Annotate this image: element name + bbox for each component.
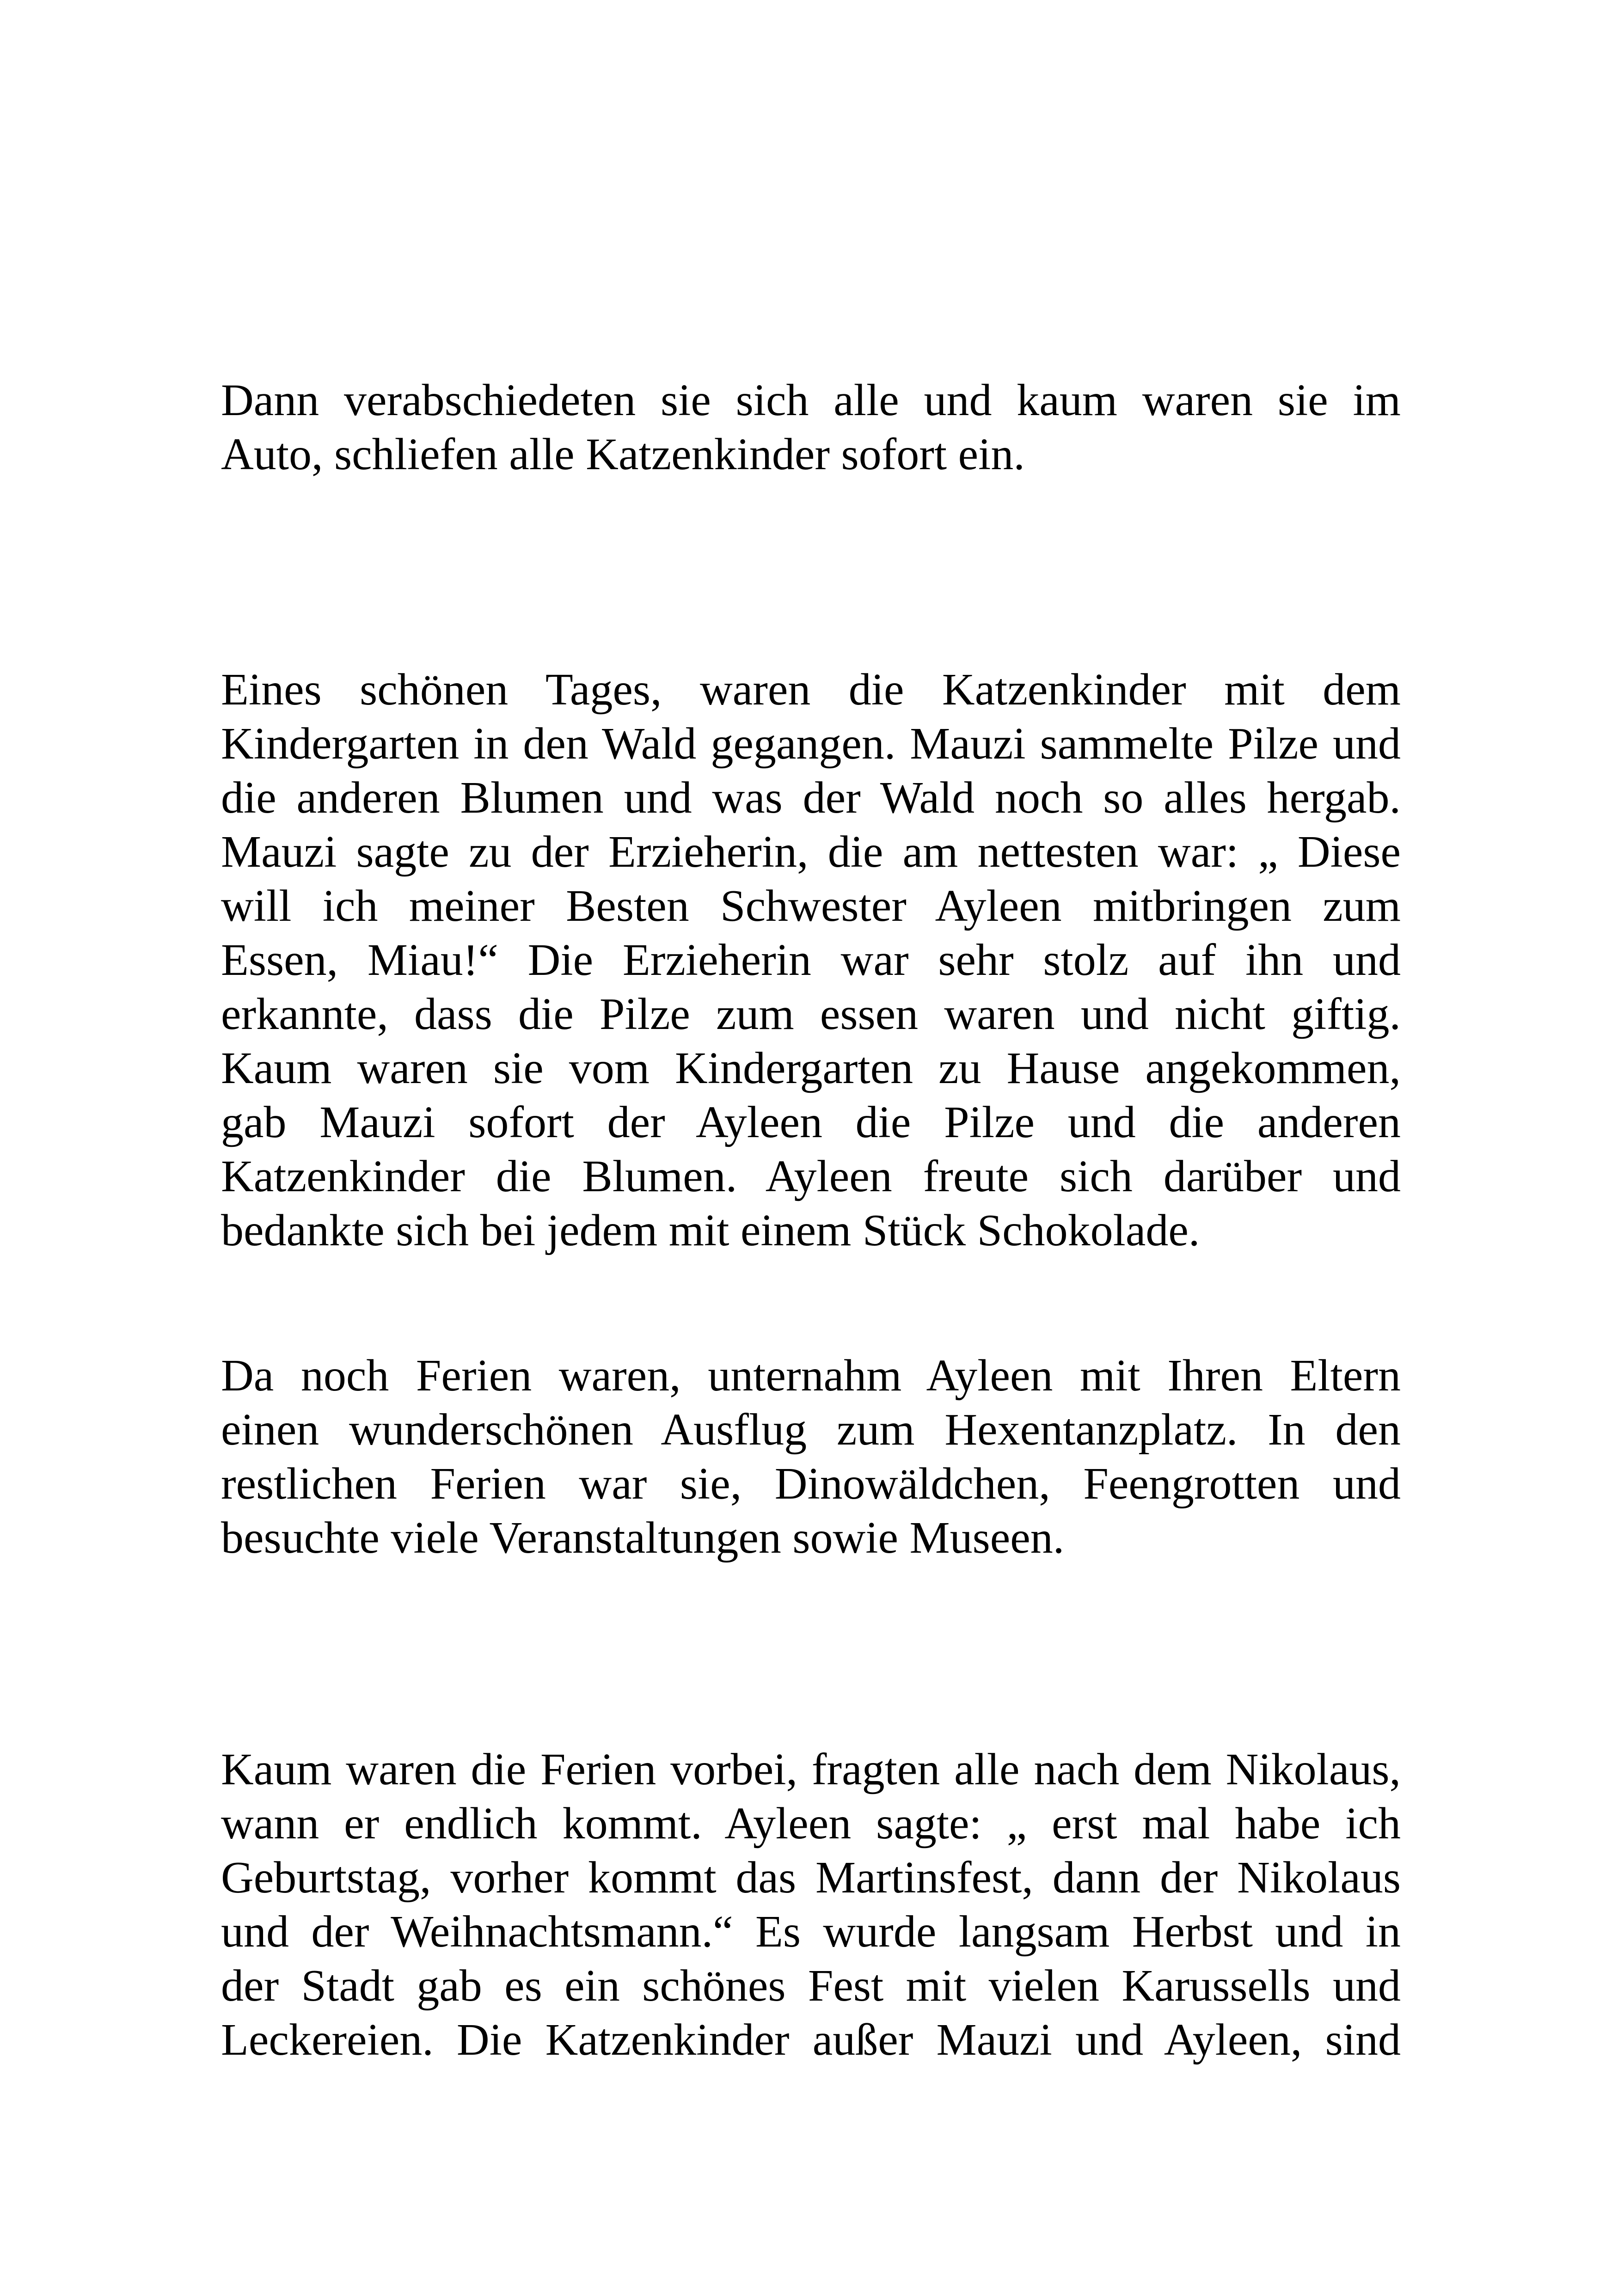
text-line: Mauzi sagte zu der Erzieherin, die am nettesten war: „ Diese [221,827,1401,877]
text-line: Kaum waren sie vom Kindergarten zu Hause angekommen, [221,1043,1401,1093]
text-line: erkannte, dass die Pilze zum essen waren und nicht giftig. [221,989,1401,1039]
text-line: restlichen Ferien war sie, Dinowäldchen, Feengrotten und [221,1459,1401,1509]
paragraph-forest-trip [221,663,1401,1258]
paragraph-farewell [221,373,1401,482]
text-line: wann er endlich kommt. Ayleen sagte: „ erst mal habe ich [221,1799,1401,1849]
text-line: Geburtstag, vorher kommt das Martinsfest, dann der Nikolaus [221,1853,1401,1903]
text-line: Kindergarten in den Wald gegangen. Mauzi sammelte Pilze und [221,719,1401,769]
text-line: bedankte sich bei jedem mit einem Stück Schokolade. [221,1206,1200,1255]
text-line: einen wunderschönen Ausflug zum Hexentanzplatz. In den [221,1405,1401,1455]
text-line: will ich meiner Besten Schwester Ayleen mitbringen zum [221,881,1401,931]
text-line: Dann verabschiedeten sie sich alle und kaum waren sie im [221,375,1401,425]
text-line: Essen, Miau!“ Die Erzieherin war sehr stolz auf ihn und [221,935,1401,985]
text-line: gab Mauzi sofort der Ayleen die Pilze und die anderen [221,1097,1401,1147]
text-line: der Stadt gab es ein schönes Fest mit vielen Karussells und [221,1961,1401,2011]
text-line: Eines schönen Tages, waren die Katzenkinder mit dem [221,665,1401,715]
paragraph-holidays [221,1349,1401,1565]
paragraph-nikolaus [221,1743,1401,2067]
text-line: Auto, schliefen alle Katzenkinder sofort ein. [221,429,1025,479]
text-line: Da noch Ferien waren, unternahm Ayleen mit Ihren Eltern [221,1351,1401,1401]
text-line: besuchte viele Veranstaltungen sowie Museen. [221,1513,1065,1563]
text-line: und der Weihnachtsmann.“ Es wurde langsam Herbst und in [221,1907,1401,1957]
text-line: Katzenkinder die Blumen. Ayleen freute sich darüber und [221,1151,1401,1201]
text-line: Kaum waren die Ferien vorbei, fragten alle nach dem Nikolaus, [221,1745,1401,1794]
text-line: die anderen Blumen und was der Wald noch so alles hergab. [221,773,1401,823]
text-line: Leckereien. Die Katzenkinder außer Mauzi und Ayleen, sind [221,2015,1401,2065]
